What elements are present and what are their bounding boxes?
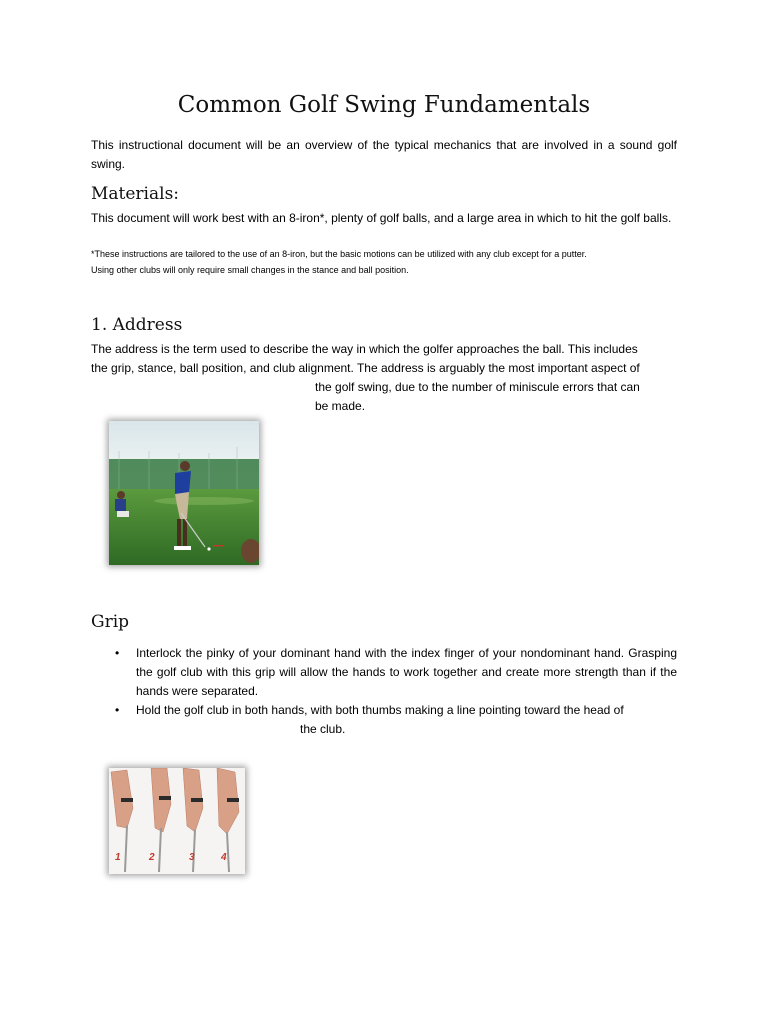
golfer-address-photo <box>109 421 259 565</box>
address-line3: the golf swing, due to the number of miniscule errors that can <box>315 380 640 394</box>
grip-heading: Grip <box>91 612 130 632</box>
materials-note-line1: *These instructions are tailored to the use of an 8-iron, but the basic motions can be utilized with any club except for a putter. <box>91 249 587 259</box>
intro-paragraph: This instructional document will be an overview of the typical mechanics that are involved in a sound golf swing. <box>91 138 677 171</box>
address-line1: The address is the term used to describe the way in which the golfer approaches the ball. This includes <box>91 342 638 356</box>
golfer-address-illustration <box>109 421 259 565</box>
address-line2: the grip, stance, ball position, and club alignment. The address is arguably the most important aspect of <box>91 361 640 375</box>
grip-bullet-text: Interlock the pinky of your dominant hand with the index finger of your nondominant hand. Grasping the golf club with this grip will allow the hands to work together and create more strength than if the hands were separated. <box>136 646 677 698</box>
grip-bullet-tail: the club. <box>300 722 346 736</box>
grip-steps-illustration <box>109 768 245 874</box>
grip-steps-photo <box>109 768 245 874</box>
materials-heading: Materials: <box>91 184 180 204</box>
grip-step-number: 3 <box>189 852 195 863</box>
grip-bullet-list <box>91 644 677 739</box>
bullet-icon: • <box>115 703 120 717</box>
grip-step-number: 2 <box>149 852 155 863</box>
page-title: Common Golf Swing Fundamentals <box>177 92 591 118</box>
bullet-icon: • <box>115 646 120 660</box>
materials-note-line2: Using other clubs will only require small changes in the stance and ball position. <box>91 265 409 275</box>
materials-note <box>91 246 677 278</box>
list-item <box>91 701 677 739</box>
list-item <box>91 644 677 701</box>
address-heading: 1. Address <box>91 315 183 335</box>
grip-bullet-text: Hold the golf club in both hands, with both thumbs making a line pointing toward the head of <box>136 703 624 717</box>
grip-step-number: 1 <box>115 852 121 863</box>
address-line4: be made. <box>315 399 366 413</box>
address-paragraph <box>91 340 677 416</box>
grip-step-number: 4 <box>221 852 227 863</box>
materials-paragraph: This document will work best with an 8-iron*, plenty of golf balls, and a large area in which to hit the golf balls. <box>91 211 672 225</box>
